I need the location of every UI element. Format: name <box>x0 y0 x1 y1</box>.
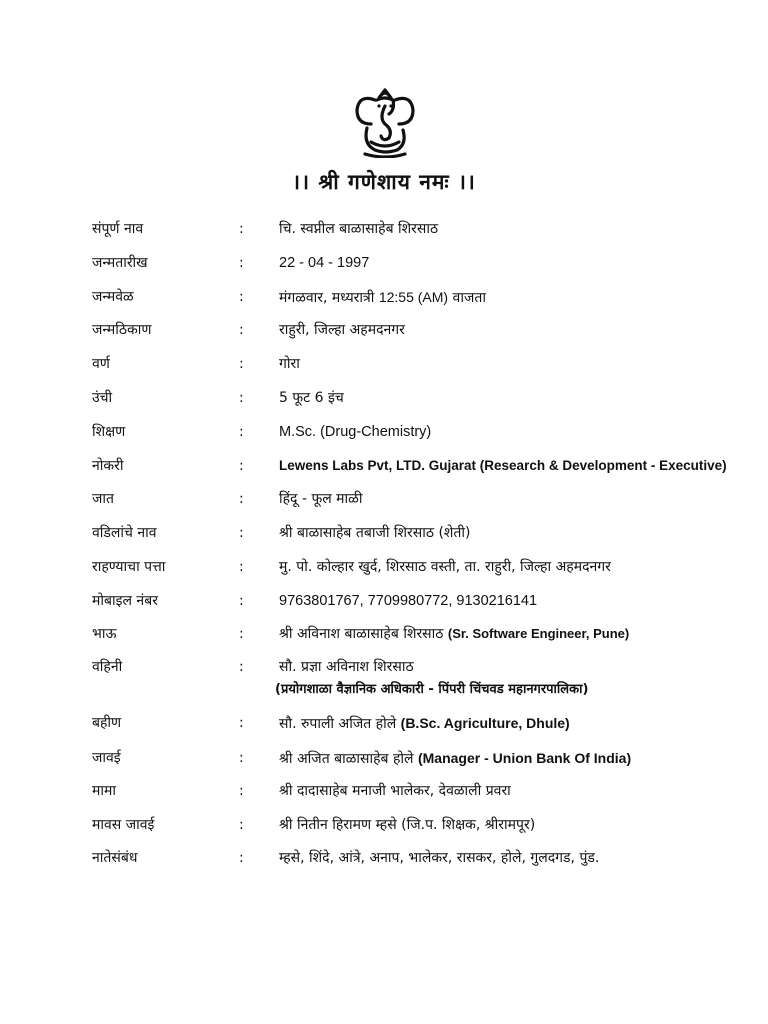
field-value: राहुरी, जिल्हा अहमदनगर <box>279 322 405 338</box>
field-separator: : <box>239 221 244 237</box>
field-separator: : <box>239 289 244 305</box>
field-separator: : <box>239 390 244 406</box>
field-row-education <box>0 420 768 444</box>
birth-day-text: मंगळवार, मध्यरात्री <box>279 290 379 306</box>
field-value: सौ. प्रज्ञा अविनाश शिरसाठ <box>279 659 414 675</box>
field-value <box>279 622 629 646</box>
field-value: श्री नितीन हिरामण म्हसे (जि.प. शिक्षक, श्रीरामपूर) <box>279 817 536 833</box>
field-separator: : <box>239 424 244 440</box>
field-row-birth-time <box>0 285 768 309</box>
field-separator: : <box>239 525 244 541</box>
field-row-dob <box>0 251 768 275</box>
sister-education-text: (B.Sc. Agriculture, Dhule) <box>400 715 570 731</box>
field-value: 9763801767, 7709980772, 9130216141 <box>279 593 538 609</box>
field-row-birth-place <box>0 318 768 342</box>
field-row-sister-in-law <box>0 655 768 679</box>
field-label: उंची <box>92 390 113 406</box>
field-separator: : <box>239 458 244 474</box>
field-row-mobile <box>0 589 768 613</box>
field-row-job <box>0 454 768 478</box>
field-separator: : <box>239 659 244 675</box>
field-value: चि. स्वप्नील बाळासाहेब शिरसाठ <box>279 221 439 237</box>
field-row-height <box>0 386 768 410</box>
field-separator: : <box>239 322 244 338</box>
brother-job-text: (Sr. Software Engineer, Pune) <box>447 626 630 641</box>
field-separator: : <box>239 626 244 642</box>
field-row-maternal-uncle <box>0 779 768 803</box>
page-title: ।। श्री गणेशाय नमः ।। <box>292 170 476 194</box>
field-label: जन्मतारीख <box>92 255 148 271</box>
field-separator: : <box>239 750 244 766</box>
field-row-father <box>0 521 768 545</box>
field-label: शिक्षण <box>92 424 126 440</box>
field-value: श्री दादासाहेब मनाजी भालेकर, देवळाली प्रवरा <box>279 783 511 799</box>
field-row-brother <box>0 622 768 646</box>
brother-name-text: श्री अविनाश बाळासाहेब शिरसाठ <box>279 626 448 642</box>
field-row-name <box>0 217 768 241</box>
field-row-complexion <box>0 352 768 376</box>
sister-name-text: सौ. रुपाली अजित होले <box>279 716 401 732</box>
field-value: M.Sc. (Drug-Chemistry) <box>279 424 432 440</box>
brother-in-law-name-text: श्री अजित बाळासाहेब होले <box>279 751 418 767</box>
field-label: बहीण <box>92 715 122 731</box>
sister-in-law-job-text: (प्रयोगशाळा वैज्ञानिक अधिकारी - पिंपरी चिंचवड महानगरपालिका) <box>275 682 589 697</box>
field-value <box>279 285 486 310</box>
field-separator: : <box>239 850 244 866</box>
field-label: जावई <box>92 750 121 766</box>
field-label: राहण्याचा पत्ता <box>92 559 166 575</box>
field-separator: : <box>239 817 244 833</box>
field-value <box>279 711 570 736</box>
field-label: वडिलांचे नाव <box>92 525 157 541</box>
field-row-relations <box>0 846 768 870</box>
birth-suffix-text: वाजता <box>448 290 486 306</box>
field-label: संपूर्ण नाव <box>92 221 144 237</box>
field-row-caste <box>0 487 768 511</box>
field-value: हिंदू - फूल माळी <box>279 491 363 507</box>
field-label: मोबाइल नंबर <box>92 593 158 609</box>
field-label: वर्ण <box>92 356 110 372</box>
field-label: मामा <box>92 783 116 799</box>
field-value: मु. पो. कोल्हार खुर्द, शिरसाठ वस्ती, ता. राहुरी, जिल्हा अहमदनगर <box>279 559 611 575</box>
field-value <box>279 746 631 771</box>
field-separator: : <box>239 255 244 271</box>
field-value: Lewens Labs Pvt, LTD. Gujarat (Research & Development - Executive) <box>279 458 727 473</box>
field-separator: : <box>239 593 244 609</box>
field-row-aunt-husband <box>0 813 768 837</box>
field-separator: : <box>239 356 244 372</box>
field-value: 22 - 04 - 1997 <box>279 255 370 271</box>
ganesha-icon <box>345 84 425 158</box>
field-value: श्री बाळासाहेब तबाजी शिरसाठ (शेती) <box>279 525 471 541</box>
birth-time-text: 12:55 (AM) <box>378 289 449 305</box>
field-label: नोकरी <box>92 458 124 474</box>
field-label: जन्मवेळ <box>92 289 134 305</box>
field-label: भाऊ <box>92 626 117 642</box>
field-value: 5 फूट 6 इंच <box>279 390 344 406</box>
field-separator: : <box>239 559 244 575</box>
field-label: जन्मठिकाण <box>92 322 152 338</box>
field-row-sister <box>0 711 768 735</box>
field-separator: : <box>239 715 244 731</box>
field-separator: : <box>239 783 244 799</box>
field-row-address <box>0 555 768 579</box>
field-label: मावस जावई <box>92 817 155 833</box>
field-separator: : <box>239 491 244 507</box>
field-row-brother-in-law <box>0 746 768 770</box>
brother-in-law-job-text: (Manager - Union Bank Of India) <box>417 750 632 766</box>
field-value: गोरा <box>279 356 300 372</box>
field-value: म्हसे, शिंदे, आंत्रे, अनाप, भालेकर, रासकर, होले, गुलदगड, पुंड. <box>279 850 600 866</box>
field-label: वहिनी <box>92 659 123 675</box>
field-label: नातेसंबंध <box>92 850 138 866</box>
field-label: जात <box>92 491 114 507</box>
